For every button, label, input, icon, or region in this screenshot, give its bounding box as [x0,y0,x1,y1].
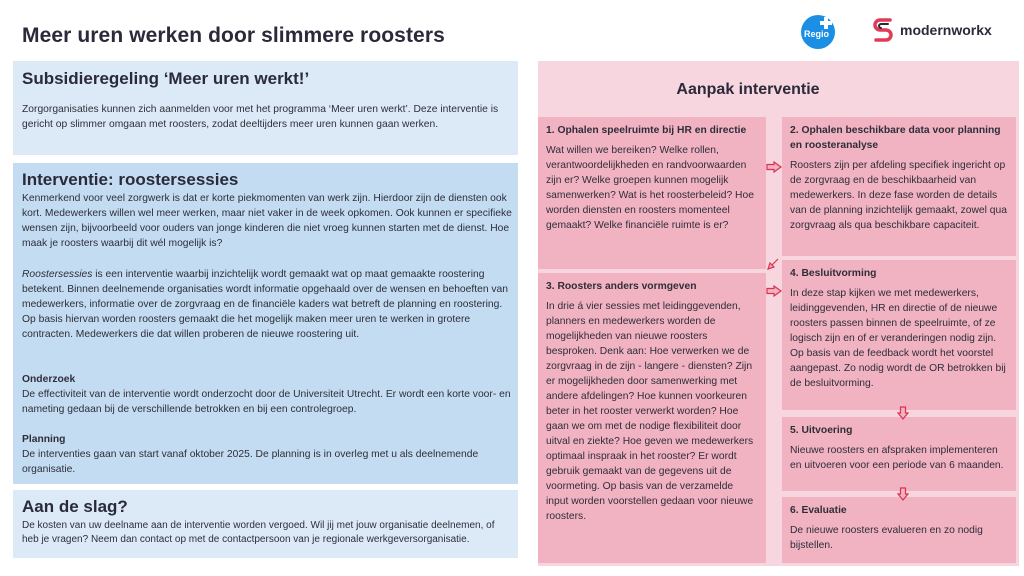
step-5-body: Nieuwe roosters en afspraken implementeren en uitvoeren voor een periode van 6 maanden. [790,445,1004,471]
research-body: De effectiviteit van de interventie wordt onderzocht door de Universiteit Utrecht. Er wordt een korte voor- en nameting gedaan bij de verschillende betrokken en bij een controlegroep. [22,389,511,415]
subsidy-title: Subsidieregeling ‘Meer uren werkt!’ [22,69,310,88]
step-4-body: In deze stap kijken we met medewerkers, leidinggevenden, HR en directie of de nieuwe roosters passen binnen de speelruimte, of ze logisch zijn en of er veranderingen nodig zijn. Op basis van de feedback wordt het voorstel aangepast. Zo nodig wordt de OR betrokken bij de besluitvorming. [790,288,1006,389]
step-2-title: 2. Ophalen beschikbare data voor planning en roosteranalyse [790,125,1001,151]
arrow-right-icon-step1-to-2 [766,161,782,173]
intervention-intro: Kenmerkend voor veel zorgwerk is dat er korte piekmomenten van werk zijn. Hierdoor zijn de diensten ook kort. Medewerkers willen wel meer werken, maar niet vaker in de week opkomen. Ook kunnen er specifieke wensen zijn, bijvoorbeeld voor ouders van jonge kinderen die niet vroeg kunnen starten met de dienst. Hoe maak je roosters waarbij dit wél mogelijk is? [22,193,512,249]
modernworkx-logo-text: modernworkx [900,22,992,38]
page-title: Meer uren werken door slimmere roosters [22,24,445,47]
planning-body: De interventies gaan van start vanaf oktober 2025. De planning is in overleg met u als deelnemende organisatie. [22,449,479,475]
step-2-body: Roosters zijn per afdeling specifiek ingericht op de zorgvraag en de beschikbaarheid van medewerkers. In deze fase worden de details van de planning inzichtelijk gemaakt, zowel qua zorgvraag als qua beschikbare capaciteit. [790,160,1007,231]
intervention-title: Interventie: roostersessies [22,170,239,189]
step-5-box [782,417,1016,491]
regio-plus-logo [800,14,836,50]
step-3-title: 3. Roosters anders vormgeven [546,281,697,292]
step-4-title: 4. Besluitvorming [790,268,877,279]
get-started-body: De kosten van uw deelname aan de interventie worden vergoed. Wil jij met jouw organisatie deelnemen, of heb je vragen? Neem dan contact op met de contactpersoon van je regionale werkgeversorganisatie. [22,520,495,545]
step-4-box [782,260,1016,410]
intervention-description-text: is een interventie waarbij inzichtelijk wordt gemaakt wat op maat gemaakte roostering betekent. Binnen deelnemende organisaties wordt informatie opgehaald over de wensen en behoeften van medewerkers, informatie over de zorgvraag en de financiële kaders wat betreft de planning en roostering. Op basis hiervan worden roosters gemaakt die het mogelijk maken meer uren te werken in grotere contracten. Medewerkers die dat willen proberen de nieuwe roostering uit. [22,269,509,340]
step-1-box [538,117,766,269]
research-heading: Onderzoek [22,374,76,385]
arrow-right-icon-step3-to-4 [766,285,782,297]
step-6-title: 6. Evaluatie [790,505,847,516]
arrow-down-icon-step5-to-6 [897,487,909,501]
svg-text:Regio: Regio [804,29,830,39]
modernworkx-logo [870,16,992,44]
modernworkx-icon [870,16,896,44]
get-started-title: Aan de slag? [22,497,128,516]
step-3-box [538,273,766,563]
arrow-down-icon-step4-to-5 [897,406,909,420]
subsidy-body: Zorgorganisaties kunnen zich aanmelden voor met het programma ‘Meer uren werkt’. Deze interventie is gericht op slimmer omgaan met roosters, zodat deeltijders meer uren kunnen gaan werken. [22,104,499,130]
step-6-box [782,497,1016,563]
arrow-down-left-icon-step2-to-3 [766,257,780,271]
subsidy-panel [13,61,518,155]
step-1-body: Wat willen we bereiken? Welke rollen, verantwoordelijkheden en randvoorwaarden zijn er? Welke groepen kunnen mogelijk samenwerken? Wat is het roosterbeleid? Hoe worden diensten en roosters momenteel gemaakt? Welke financiële ruimte is er? [546,145,754,231]
intervention-panel [13,163,518,484]
approach-title: Aanpak interventie [676,81,820,98]
step-2-box [782,117,1016,256]
roostersessies-term: Roostersessies [22,269,93,280]
planning-heading: Planning [22,434,66,445]
step-5-title: 5. Uitvoering [790,425,853,436]
get-started-panel [13,490,518,558]
intervention-description [22,267,512,342]
step-1-title: 1. Ophalen speelruimte bij HR en directie [546,125,747,136]
step-6-body: De nieuwe roosters evalueren en zo nodig bijstellen. [790,525,983,551]
step-3-body: In drie á vier sessies met leidinggevenden, planners en medewerkers worden de mogelijkheden van nieuwe roosters besproken. Denk aan: Hoe verwerken we de zorgvraag in de zijn - langere - diensten? Zijn er mogelijkheden door samenwerking met andere afdelingen? Hoe kunnen voorkeuren beter in het rooster verwerkt worden? Hoe gaan we om met de nodige flexibiliteit door uitval en ziekte? Hoe geven we medewerkers optimaal inspraak in het rooster? Er wordt gebruik gemaakt van de gegevens uit de voormeting. Op basis van de verzamelde input worden voorstellen gedaan voor nieuwe roosters. [546,301,754,522]
